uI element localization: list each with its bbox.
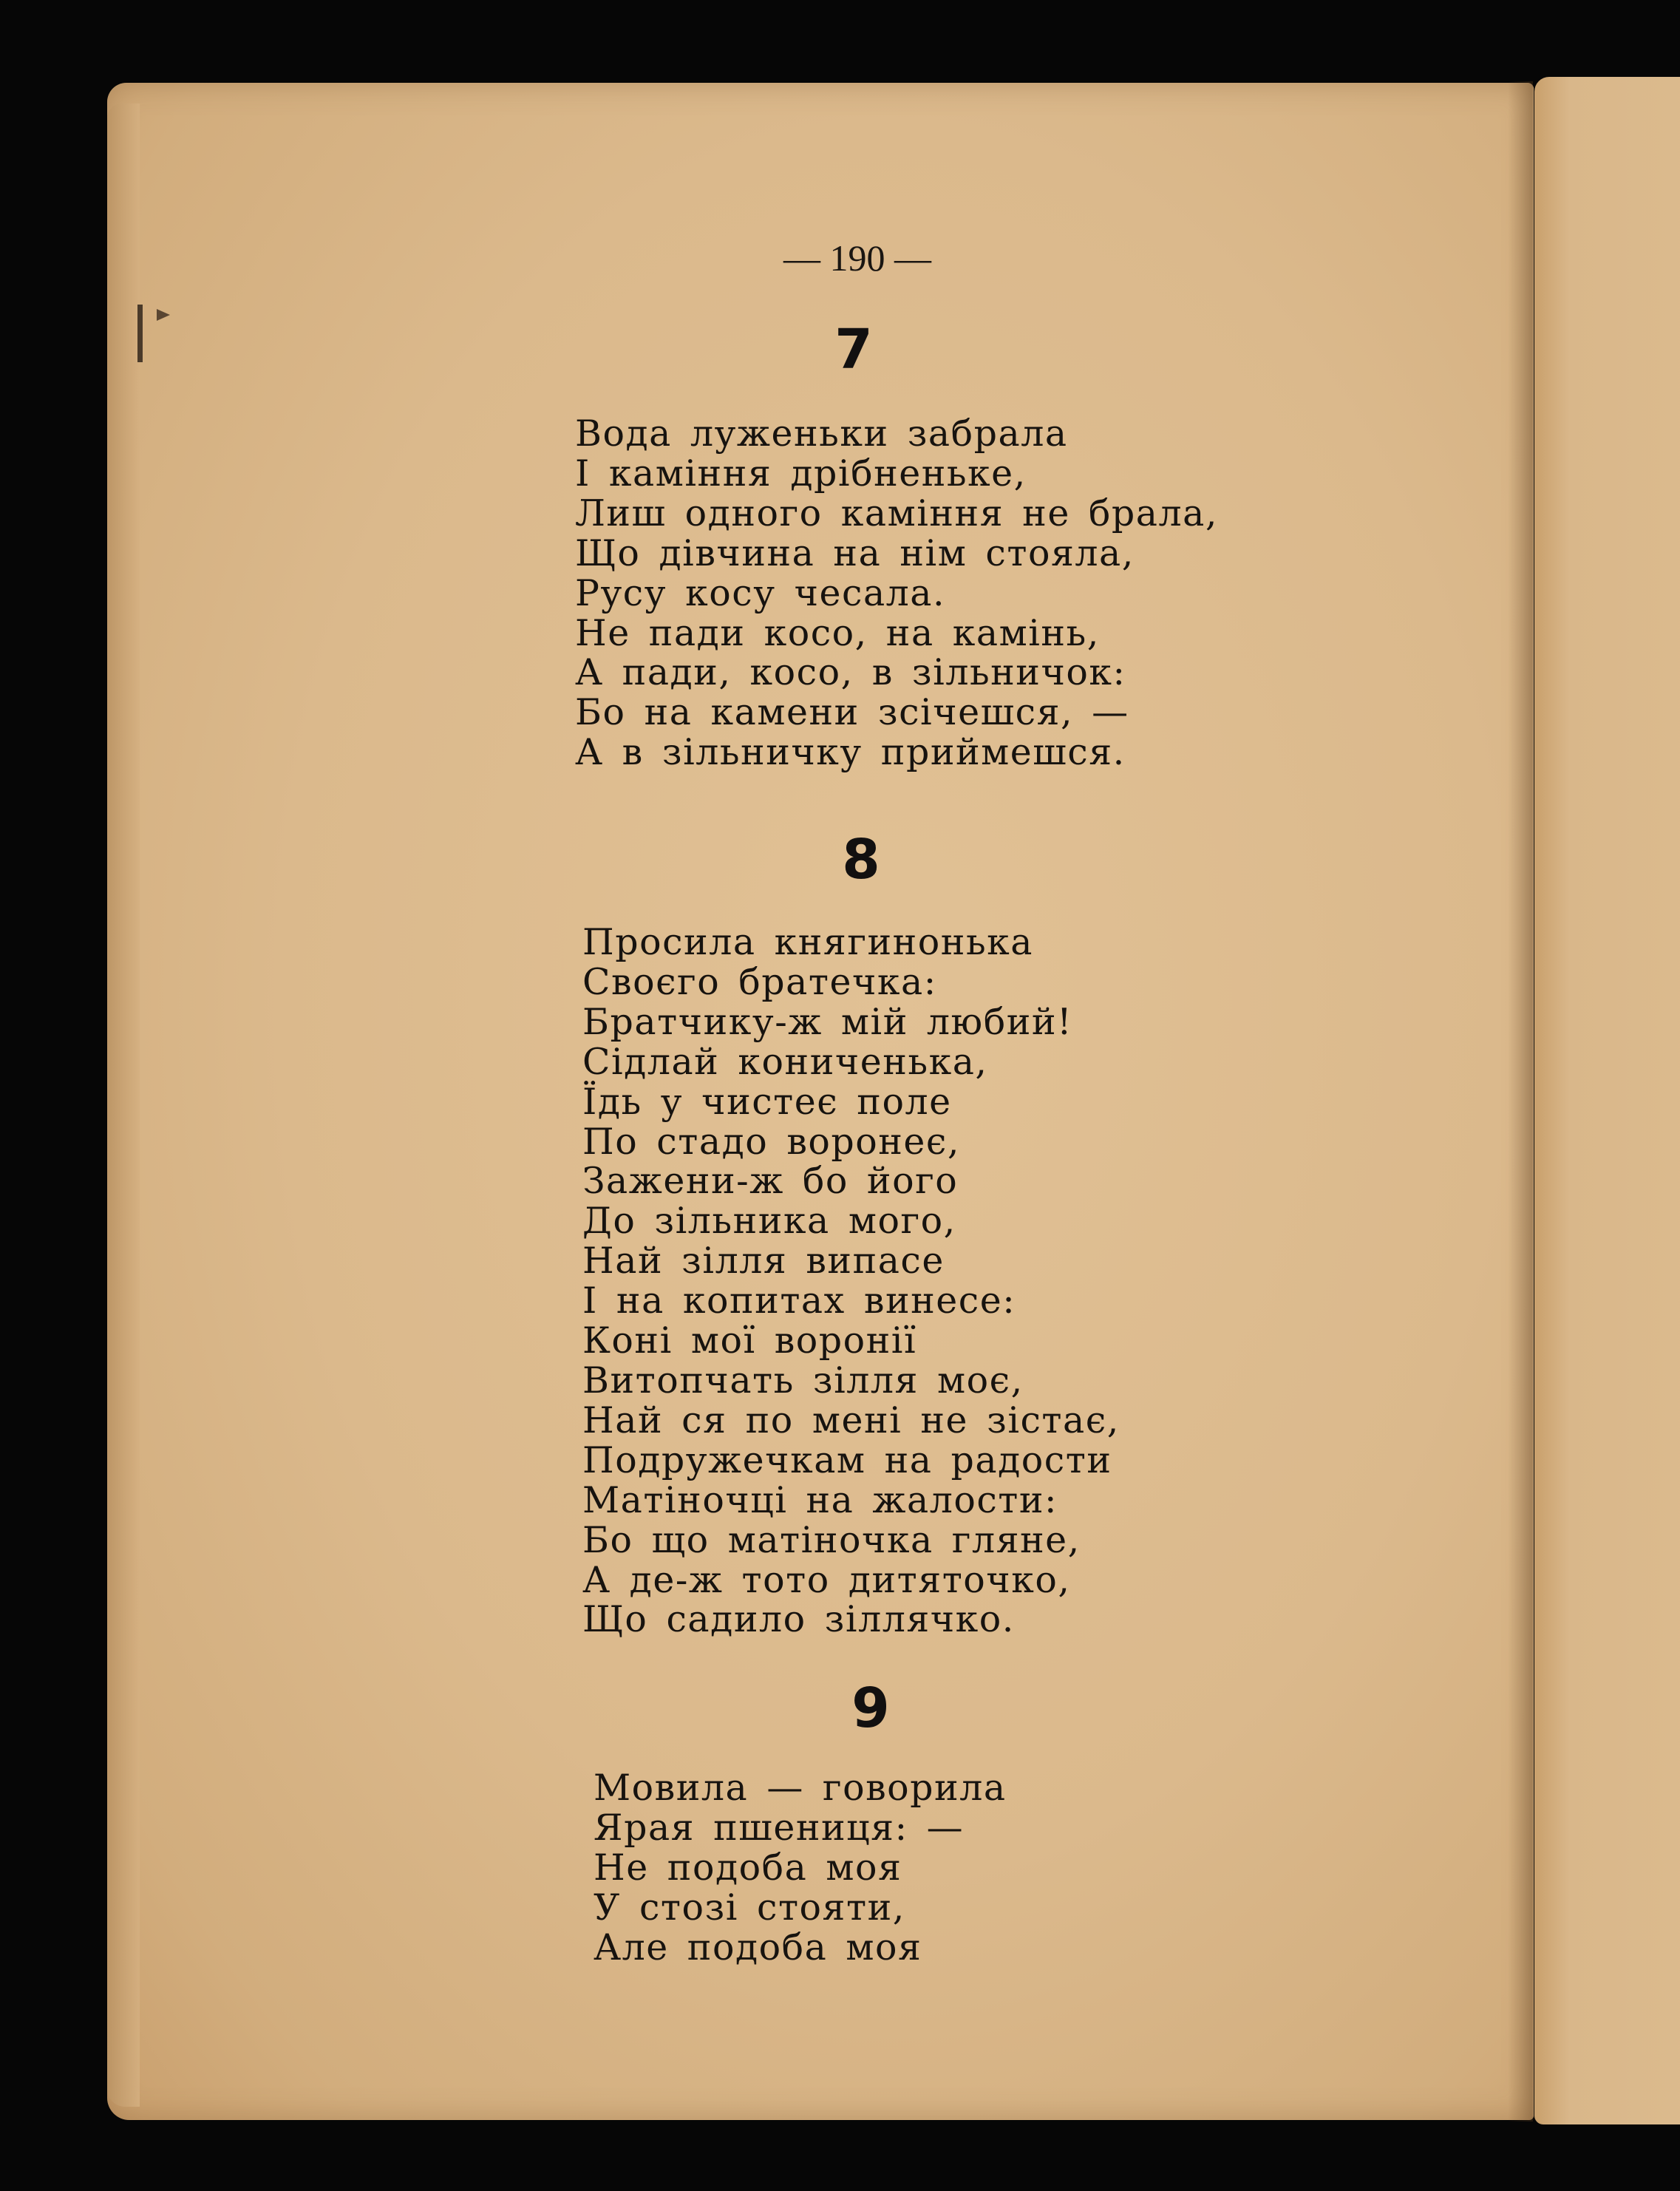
poem-line: Подружечкам на радости [582,1438,1112,1481]
poem-line: До зільника мого, [582,1200,956,1243]
page-edge-shadow [107,103,140,2107]
poem-line: По стадо воронеє, [582,1120,960,1163]
poem-line: Братчику-ж мій любий! [582,1000,1073,1043]
poem-line: Не подоба моя [594,1846,902,1889]
poem-line: У стозі стояти, [594,1886,905,1929]
poem-line: Матіночці на жалости: [582,1478,1058,1521]
poem-line: Ярая пшениця: — [594,1806,965,1849]
poem-line: І на копитах винесе: [582,1280,1016,1322]
poem-line: Най зілля випасе [582,1240,945,1283]
poem-number-7: 7 [834,318,873,381]
poem-line: Бо на камени зсічешся, — [575,691,1129,734]
poem-line: Най ся по мені не зістає, [582,1399,1120,1441]
poem-line: Своєго братечка: [582,960,937,1003]
poem-line: Коні мої воронії [582,1319,917,1362]
poem-line: Що дівчина на нім стояла, [575,531,1135,574]
poem-line: Лиш одного каміння не брала, [575,492,1218,534]
poem-line: Їдь у чистеє поле [582,1080,952,1123]
poem-line: Русу косу чесала. [575,571,946,614]
poem-line: Зажени-ж бо його [582,1160,959,1203]
poem-line: І каміння дрібненьке, [575,452,1027,495]
poem-line: Сідлай кониченька, [582,1040,988,1083]
poem-line: Але подоба моя [594,1926,922,1968]
poem-7-text [575,414,1218,772]
poem-8-text [582,923,1120,1640]
poem-line: Не пади косо, на камінь, [575,611,1100,654]
poem-line: Витопчать зілля моє, [582,1359,1024,1402]
poem-line: Що садило зіллячко. [582,1598,1015,1641]
poem-line: Бо що матіночка гляне, [582,1518,1081,1561]
poem-line: Просила княгинонька [582,921,1033,963]
margin-mark [137,305,143,362]
poem-number-8: 8 [842,828,880,891]
poem-line: А в зільничку приймешся. [575,731,1126,774]
poem-9-text [594,1768,1007,1968]
poem-line: А де-ж тото дитяточко, [582,1558,1071,1601]
page-number: — 190 — [783,237,931,279]
poem-number-9: 9 [851,1677,890,1740]
poem-line: А пади, косо, в зільничок: [575,651,1126,694]
poem-line: Вода луженьки забрала [575,412,1068,455]
book-gutter [1508,81,1533,2122]
facing-page-edge [1534,77,1680,2124]
poem-line: Мовила — говорила [594,1767,1007,1809]
